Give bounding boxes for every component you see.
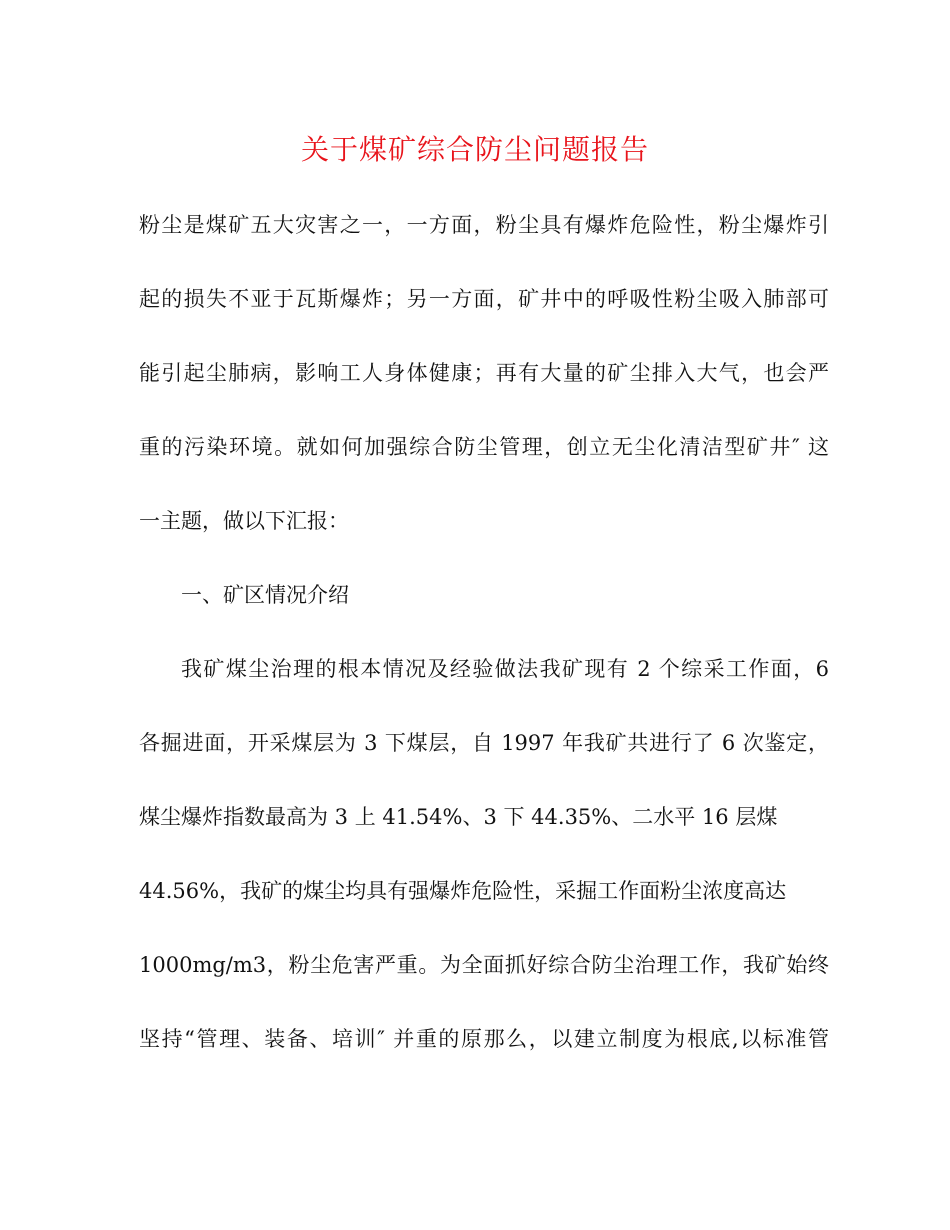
document-title: 关于煤矿综合防尘问题报告: [300, 133, 649, 166]
paragraph-line: 能引起尘肺病，影响工人身体健康；再有大量的矿尘排入大气，也会严: [139, 361, 829, 385]
paragraph-line: 1000mg/m3，粉尘危害严重。为全面抓好综合防尘治理工作，我矿始终: [139, 953, 829, 977]
paragraph-line: 坚持“管理、装备、培训″ 并重的原那么，以建立制度为根底,以标准管: [139, 1027, 829, 1051]
paragraph-line: 煤尘爆炸指数最高为 3 上 41.54%、3 下 44.35%、二水平 16 层煤: [139, 805, 778, 829]
paragraph-line: 重的污染环境。就如何加强综合防尘管理，创立无尘化清洁型矿井″ 这: [139, 435, 829, 459]
paragraph-line: 我矿煤尘治理的根本情况及经验做法我矿现有 2 个综采工作面，6: [181, 657, 829, 681]
paragraph-line: 一主题，做以下汇报：: [139, 509, 349, 533]
section-heading: 一、矿区情况介绍: [181, 583, 349, 607]
paragraph-line: 44.56%，我矿的煤尘均具有强爆炸危险性，采掘工作面粉尘浓度高达: [139, 879, 787, 903]
paragraph-line: 起的损失不亚于瓦斯爆炸；另一方面，矿井中的呼吸性粉尘吸入肺部可: [139, 287, 829, 311]
document-body: [139, 188, 829, 1076]
paragraph-line: 各掘进面，开采煤层为 3 下煤层，自 1997 年我矿共进行了 6 次鉴定，: [139, 731, 829, 755]
paragraph-line: 粉尘是煤矿五大灾害之一，一方面，粉尘具有爆炸危险性，粉尘爆炸引: [139, 213, 829, 237]
